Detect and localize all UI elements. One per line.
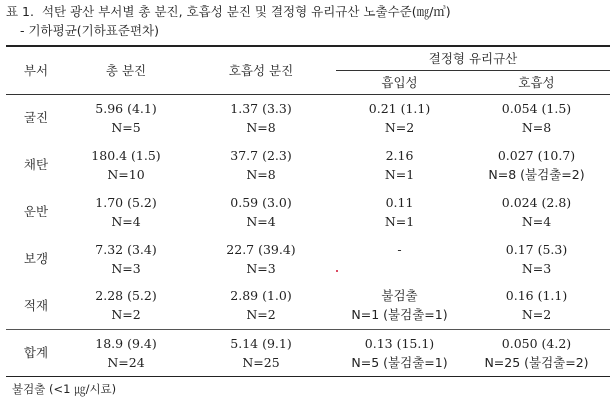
cell-resp-dust [186, 329, 336, 376]
sample-count: N=1 [384, 166, 415, 182]
table-number: 표 1. [6, 4, 34, 19]
cell-total-dust [66, 94, 186, 141]
value: 1.70 (5.2) [95, 194, 157, 210]
cell-silica-inhalable [336, 282, 463, 329]
value: 불검출 [381, 288, 418, 304]
cell-resp-dust [186, 235, 336, 282]
table-row [6, 282, 610, 329]
cell-silica-inhalable [336, 94, 463, 141]
sample-count: N=8 [521, 119, 552, 135]
cell-silica-respirable [463, 282, 610, 329]
sample-count: N=1 [384, 213, 415, 229]
sample-count: N=2 [521, 307, 552, 323]
table-row [6, 235, 610, 282]
sample-count: N=8 (불검출=2) [488, 166, 585, 182]
row-dept: 보갱 [23, 251, 49, 266]
sample-count: N=5 (불검출=1) [351, 354, 448, 370]
cell-silica-inhalable [336, 235, 463, 282]
cell-resp-dust [186, 141, 336, 188]
value: 0.13 (15.1) [364, 335, 435, 351]
sample-count: N=2 [246, 307, 276, 323]
cell-total-dust [66, 141, 186, 188]
stray-marker [336, 270, 338, 272]
header-silica-group: 결정형 유리규산 [336, 46, 610, 70]
value: 0.027 (10.7) [497, 147, 576, 163]
cell-total-dust [66, 235, 186, 282]
value: 18.9 (9.4) [95, 335, 157, 351]
row-dept: 채탄 [23, 157, 49, 172]
value: 1.37 (3.3) [230, 100, 292, 116]
table-title [6, 2, 451, 20]
cell-resp-dust [186, 282, 336, 329]
table-footnote: 불검출 (<1 ㎍/시료) [12, 382, 117, 396]
sample-count: N=10 [107, 166, 145, 182]
row-dept: 굴진 [23, 110, 49, 126]
sample-count: N=8 [246, 119, 276, 135]
sample-count: N=25 (불검출=2) [484, 354, 589, 370]
cell-total-dust [66, 188, 186, 235]
table-subtitle: - 기하평균(기하표준편차) [20, 23, 159, 38]
value: 0.024 (2.8) [501, 194, 572, 210]
value: 0.050 (4.2) [501, 335, 572, 351]
cell-resp-dust [186, 188, 336, 235]
value: 7.32 (3.4) [95, 241, 157, 257]
value: 0.054 (1.5) [501, 100, 572, 116]
sample-count: N=3 [111, 260, 141, 276]
cell-total-dust [66, 282, 186, 329]
header-silica-inhalable: 흡입성 [336, 70, 463, 94]
value: 22.7 (39.4) [226, 241, 296, 257]
row-dept: 운반 [23, 204, 49, 219]
value: 2.89 (1.0) [230, 288, 292, 304]
sample-count: N=2 [111, 307, 141, 323]
cell-silica-respirable [463, 188, 610, 235]
sample-count: N=3 [246, 260, 276, 276]
value: 0.21 (1.1) [368, 100, 431, 116]
sample-count: N=3 [521, 260, 552, 276]
value: 2.16 [385, 147, 414, 163]
cell-resp-dust [186, 94, 336, 141]
cell-silica-respirable [463, 235, 610, 282]
sample-count: N=8 [246, 166, 276, 182]
value: 0.17 (5.3) [505, 241, 568, 257]
row-dept: 합계 [6, 329, 66, 376]
value: 2.28 (5.2) [95, 288, 157, 304]
cell-silica-respirable [463, 141, 610, 188]
cell-silica-inhalable [336, 188, 463, 235]
sample-count: N=4 [521, 213, 552, 229]
value: 5.14 (9.1) [230, 335, 292, 351]
sample-count: N=4 [246, 213, 276, 229]
cell-silica-respirable [463, 94, 610, 141]
sample-count: N=4 [111, 213, 141, 229]
sample-count: N=25 [242, 354, 280, 370]
header-dept: 부서 [6, 46, 66, 94]
cell-total-dust [66, 329, 186, 376]
table-row [6, 188, 610, 235]
value: 0.16 (1.1) [505, 288, 568, 304]
table-row [6, 94, 610, 141]
cell-silica-inhalable [336, 141, 463, 188]
sample-count: N=24 [107, 354, 145, 370]
header-resp-dust: 호흡성 분진 [186, 46, 336, 94]
table-title-text: 석탄 광산 부서별 총 분진, 호흡성 분진 및 결정형 유리규산 노출수준(㎎/㎥) [41, 4, 451, 19]
value: 5.96 (4.1) [95, 100, 157, 116]
sample-count: N=5 [111, 119, 141, 135]
exposure-table [6, 45, 610, 377]
header-total-dust: 총 분진 [66, 46, 186, 94]
value: 0.11 [385, 194, 414, 210]
value: 37.7 (2.3) [230, 147, 292, 163]
row-dept: 적재 [23, 297, 49, 313]
sample-count: N=1 (불검출=1) [351, 307, 448, 323]
value: 180.4 (1.5) [91, 147, 161, 163]
table-row [6, 141, 610, 188]
cell-silica-inhalable [336, 329, 463, 376]
sample-count [336, 259, 463, 278]
value: 0.59 (3.0) [230, 194, 292, 210]
cell-silica-respirable [463, 329, 610, 376]
header-silica-respirable: 호흡성 [463, 70, 610, 94]
table-row-total [6, 329, 610, 376]
sample-count: N=2 [384, 119, 415, 135]
value: - [397, 241, 402, 257]
